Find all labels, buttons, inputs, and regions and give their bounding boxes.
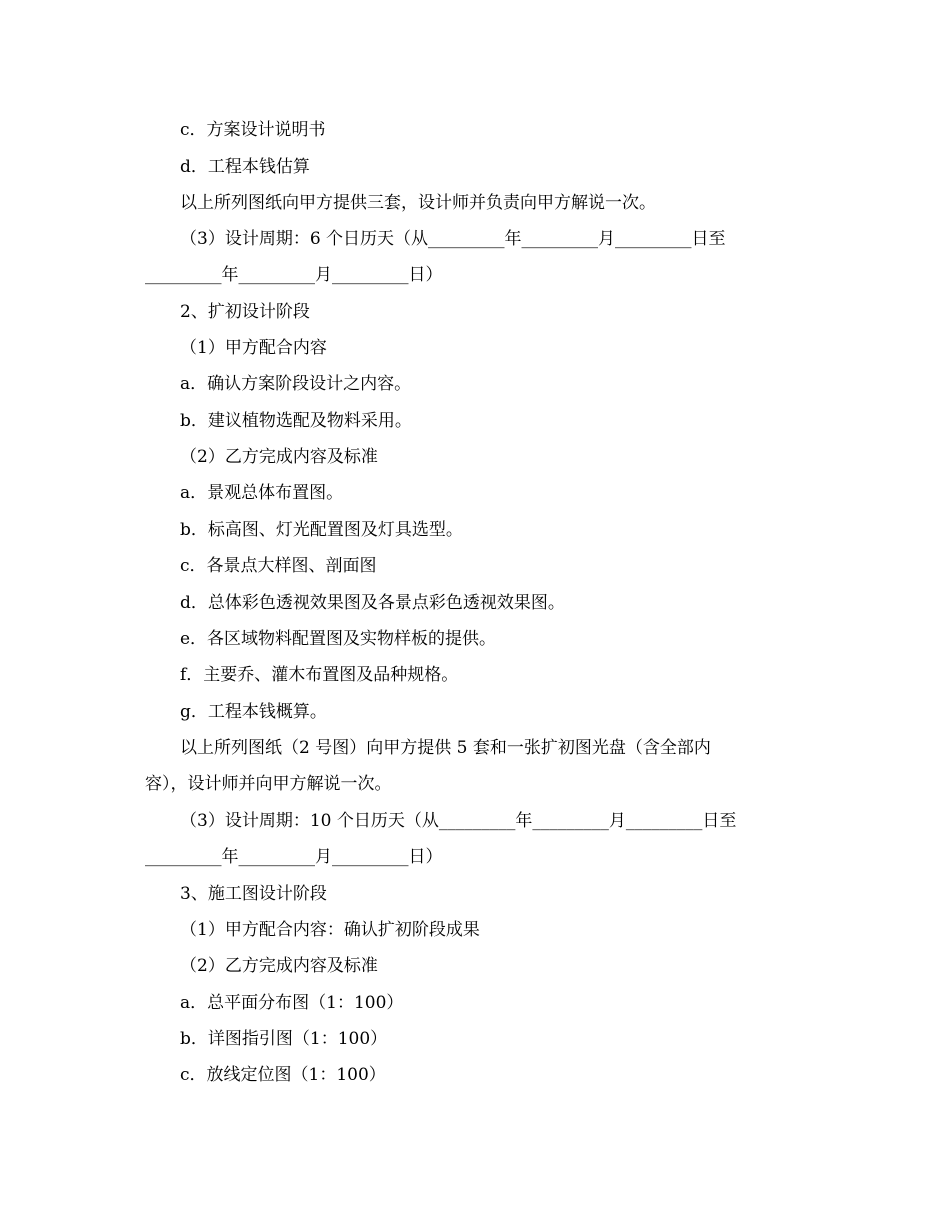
text-line-b-elevation-lighting: b．标高图、灯光配置图及灯具选型。 <box>180 520 463 540</box>
text-line-design-period-6-days: （3）设计周期：6 个日历天（从_________年_________月_________日至 <box>180 229 726 249</box>
text-line-party-a-cooperation: （1）甲方配合内容 <box>180 338 327 358</box>
text-line-c-setout-plan: c．放线定位图（1：100） <box>180 1065 386 1085</box>
text-line-party-b-deliverables: （2）乙方完成内容及标准 <box>180 447 378 467</box>
text-line-date-range-blank-2: _________年_________月_________日） <box>145 847 443 867</box>
text-line-c-details-sections: c．各景点大样图、剖面图 <box>180 556 377 576</box>
text-line-party-a-confirm-results: （1）甲方配合内容：确认扩初阶段成果 <box>180 920 480 940</box>
text-line-b-detail-index: b．详图指引图（1：100） <box>180 1029 388 1049</box>
text-line-b-plant-material: b．建议植物选配及物料采用。 <box>180 411 412 431</box>
text-line-d-cost-estimate: d．工程本钱估算 <box>180 157 310 177</box>
text-line-date-range-blank: _________年_________月_________日） <box>145 265 443 285</box>
text-line-e-material-samples: e．各区域物料配置图及实物样板的提供。 <box>180 629 497 649</box>
text-line-party-b-deliverables-2: （2）乙方完成内容及标准 <box>180 956 378 976</box>
text-line-a-confirm-plan: a．确认方案阶段设计之内容。 <box>180 374 412 394</box>
text-line-drawings-five-sets: 以上所列图纸（2 号图）向甲方提供 5 套和一张扩初图光盘（含全部内 <box>180 738 711 758</box>
text-line-f-tree-shrub-layout: f．主要乔、灌木布置图及品种规格。 <box>180 665 459 685</box>
text-line-drawings-three-sets: 以上所列图纸向甲方提供三套，设计师并负责向甲方解说一次。 <box>180 193 656 213</box>
text-line-a-master-plan: a．总平面分布图（1：100） <box>180 993 404 1013</box>
section-heading-construction-drawings: 3、施工图设计阶段 <box>180 884 327 904</box>
text-line-design-period-10-days: （3）设计周期：10 个日历天（从_________年_________月_________日至 <box>180 811 737 831</box>
text-line-g-cost-budget: g．工程本钱概算。 <box>180 702 327 722</box>
section-heading-preliminary-design: 2、扩初设计阶段 <box>180 302 310 322</box>
text-line-a-landscape-layout: a．景观总体布置图。 <box>180 483 344 503</box>
text-line-drawings-five-sets-cont: 容），设计师并向甲方解说一次。 <box>145 774 392 794</box>
text-line-d-color-renderings: d．总体彩色透视效果图及各景点彩色透视效果图。 <box>180 593 565 613</box>
text-line-c-plan-description: c．方案设计说明书 <box>180 120 326 140</box>
